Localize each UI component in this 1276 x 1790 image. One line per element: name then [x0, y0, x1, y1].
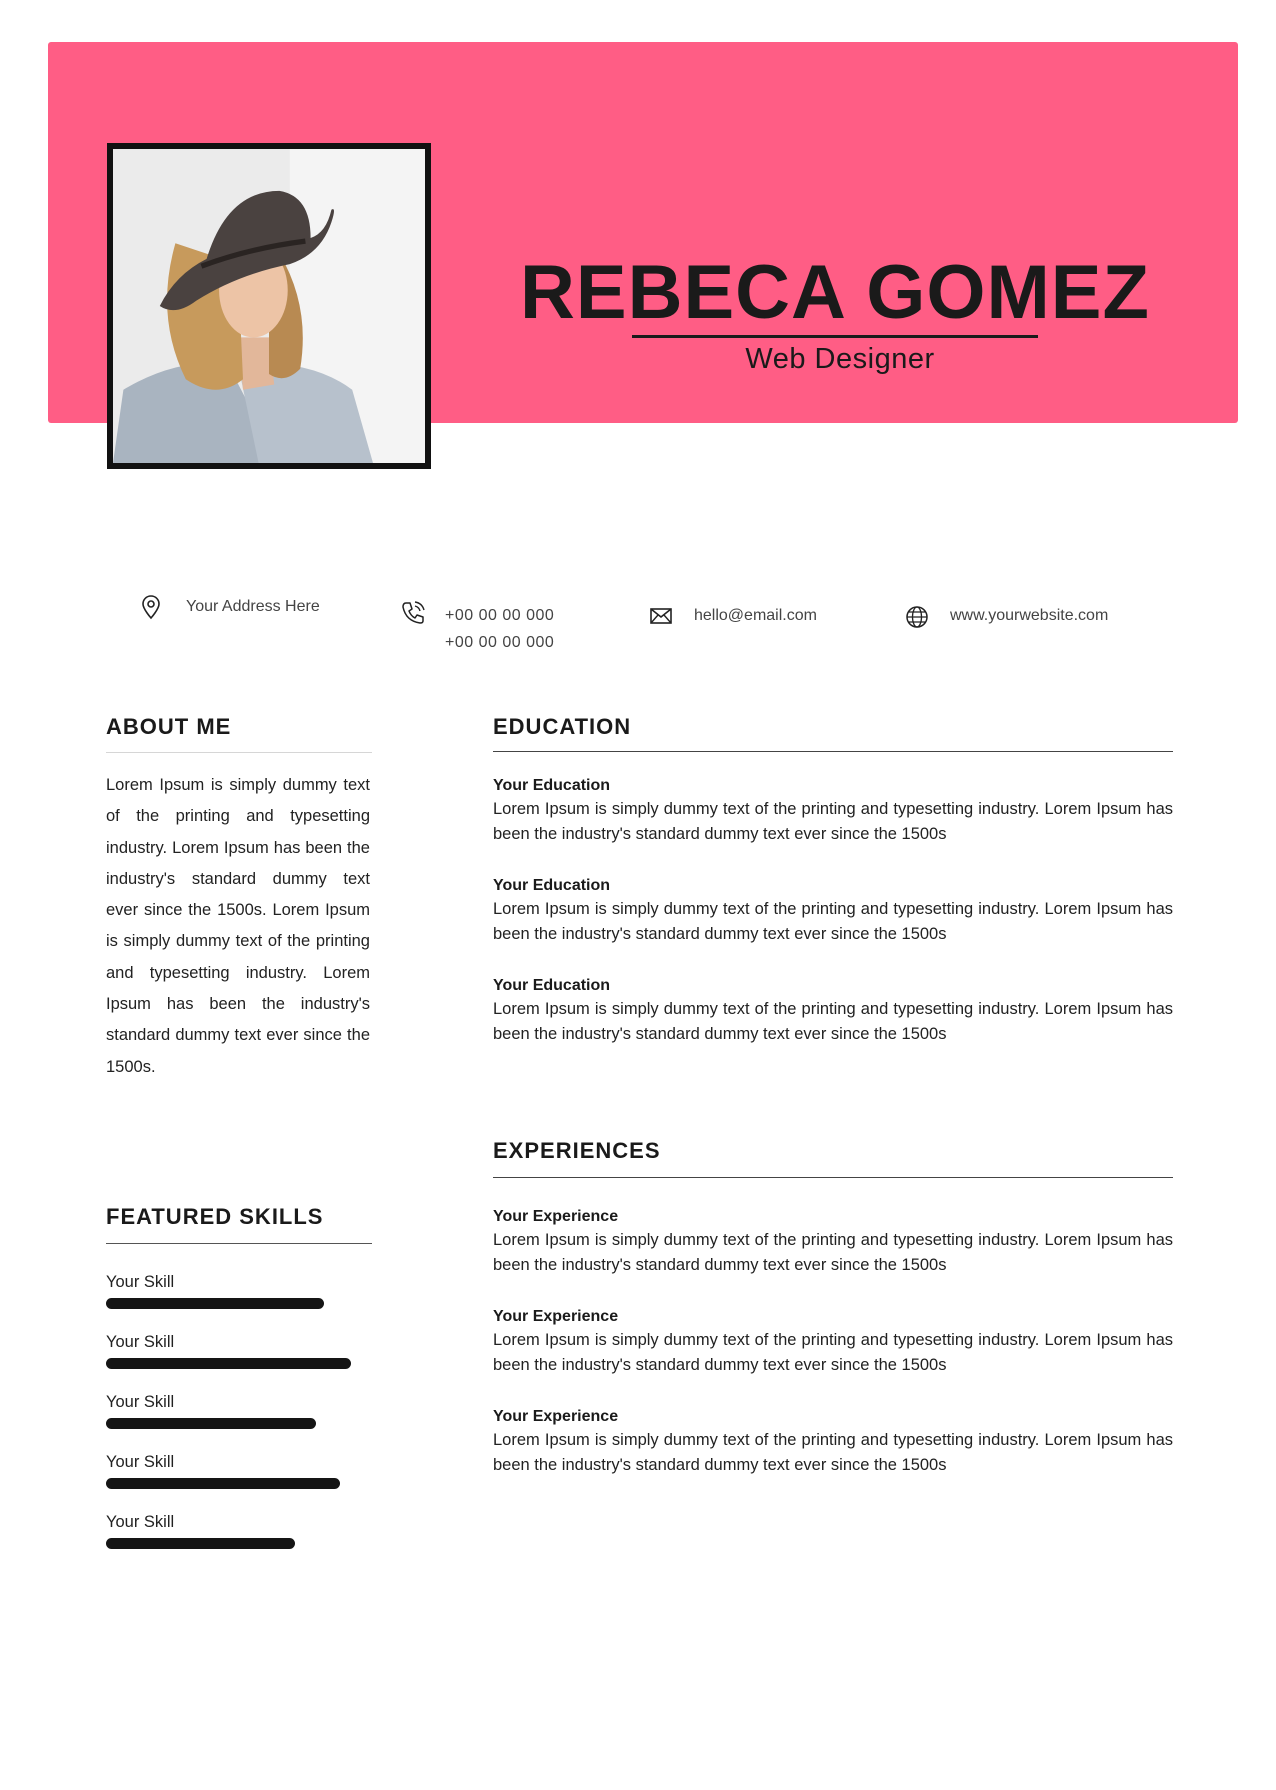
skills-rule — [106, 1243, 372, 1244]
experiences-rule — [493, 1177, 1173, 1178]
experience-entry — [493, 1306, 1173, 1378]
skill-label: Your Skill — [106, 1333, 175, 1351]
education-entry — [493, 775, 1173, 847]
skills-heading: FEATURED SKILLS — [106, 1204, 324, 1229]
map-pin-icon — [138, 594, 164, 620]
phone-icon — [400, 600, 426, 626]
experience-description: Lorem Ipsum is simply dummy text of the printing and typesetting industry. Lorem Ipsum has been the industry's standard dummy text ever since the 1500s — [493, 1431, 1173, 1474]
phone-line-1: +00 00 00 000 — [445, 607, 555, 624]
experience-entry — [493, 1206, 1173, 1278]
education-entry — [493, 875, 1173, 947]
name-underline — [632, 335, 1038, 338]
skill-item — [106, 1332, 351, 1369]
education-title: Your Education — [493, 977, 611, 994]
skill-item — [106, 1392, 316, 1429]
skill-item — [106, 1452, 340, 1489]
skill-level-bar — [106, 1358, 351, 1369]
email-text: hello@email.com — [694, 607, 817, 624]
address-text: Your Address Here — [186, 598, 320, 615]
skill-level-bar — [106, 1478, 340, 1489]
education-title: Your Education — [493, 777, 611, 794]
education-heading: EDUCATION — [493, 714, 632, 739]
skill-level-bar — [106, 1298, 324, 1309]
education-description: Lorem Ipsum is simply dummy text of the printing and typesetting industry. Lorem Ipsum has been the industry's standard dummy text ever since the 1500s — [493, 800, 1173, 843]
candidate-name: REBECA GOMEZ — [520, 250, 1150, 335]
experience-entry — [493, 1406, 1173, 1478]
experience-title: Your Experience — [493, 1208, 619, 1225]
about-rule — [106, 752, 372, 753]
experience-description: Lorem Ipsum is simply dummy text of the printing and typesetting industry. Lorem Ipsum has been the industry's standard dummy text ever since the 1500s — [493, 1231, 1173, 1274]
about-text: Lorem Ipsum is simply dummy text of the printing and typesetting industry. Lorem Ipsum has been the industry's standard dummy text ever since the 1500s. Lorem Ipsum is simply dummy text of the printing and typesetting industry. Lorem Ipsum has been the industry's standard dummy text ever since the 1500s. — [106, 776, 370, 1076]
education-title: Your Education — [493, 877, 611, 894]
about-heading: ABOUT ME — [106, 714, 232, 739]
globe-icon — [904, 604, 930, 630]
education-description: Lorem Ipsum is simply dummy text of the printing and typesetting industry. Lorem Ipsum has been the industry's standard dummy text ever since the 1500s — [493, 900, 1173, 943]
skill-item — [106, 1272, 324, 1309]
skill-label: Your Skill — [106, 1513, 175, 1531]
experiences-heading: EXPERIENCES — [493, 1138, 661, 1163]
education-rule — [493, 751, 1173, 752]
skill-level-bar — [106, 1538, 295, 1549]
skill-item — [106, 1512, 295, 1549]
education-description: Lorem Ipsum is simply dummy text of the printing and typesetting industry. Lorem Ipsum has been the industry's standard dummy text ever since the 1500s — [493, 1000, 1173, 1043]
profile-photo — [107, 143, 431, 469]
candidate-role: Web Designer — [745, 343, 935, 375]
skill-level-bar — [106, 1418, 316, 1429]
experience-description: Lorem Ipsum is simply dummy text of the printing and typesetting industry. Lorem Ipsum has been the industry's standard dummy text ever since the 1500s — [493, 1331, 1173, 1374]
skill-label: Your Skill — [106, 1273, 175, 1291]
experience-title: Your Experience — [493, 1308, 619, 1325]
envelope-icon — [648, 603, 674, 629]
skill-label: Your Skill — [106, 1453, 175, 1471]
website-text: www.yourwebsite.com — [950, 607, 1109, 624]
experience-title: Your Experience — [493, 1408, 619, 1425]
skill-label: Your Skill — [106, 1393, 175, 1411]
education-entry — [493, 975, 1173, 1047]
phone-line-2: +00 00 00 000 — [445, 634, 555, 651]
